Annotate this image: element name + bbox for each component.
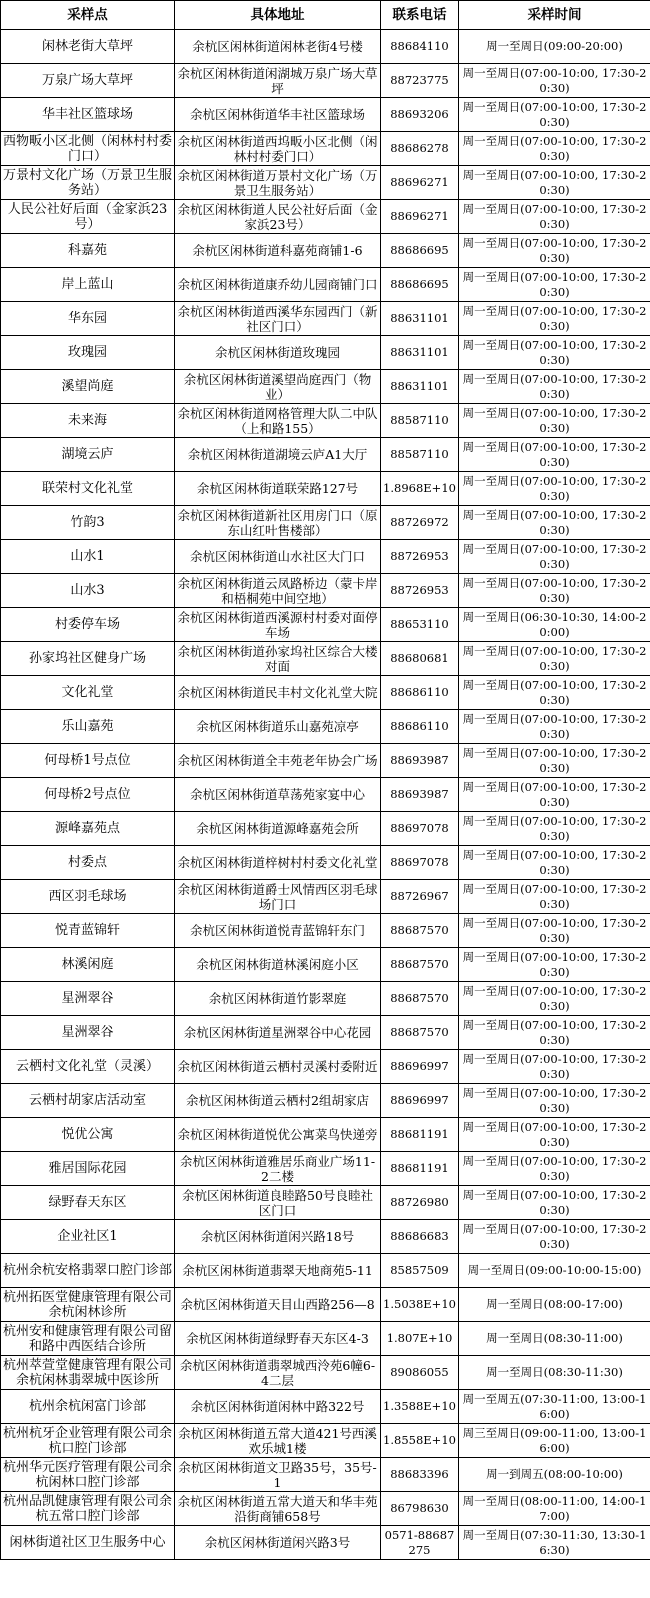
address-cell: 余杭区闲林街道西坞畈小区北侧（闲林村村委门口） [175,132,381,166]
table-row [1,1288,650,1322]
site-name-cell: 杭州萃萱堂健康管理有限公司余杭闲林翡翠城中医诊所 [1,1356,175,1390]
phone-cell: 88687570 [381,914,459,948]
phone-cell: 88693206 [381,98,459,132]
phone-cell: 88687570 [381,948,459,982]
site-name-cell: 村委停车场 [1,608,175,642]
table-row [1,1322,650,1356]
table-row [1,1084,650,1118]
header-row [1,1,650,30]
table-row [1,846,650,880]
sampling-time-cell: 周一至周日(07:00-10:00, 17:30-20:30) [459,1084,650,1118]
address-cell: 余杭区闲林街道闲兴路18号 [175,1220,381,1254]
phone-cell: 1.8558E+10 [381,1424,459,1458]
table-row [1,234,650,268]
table-row [1,438,650,472]
site-name-cell: 联荣村文化礼堂 [1,472,175,506]
site-name-cell: 何母桥2号点位 [1,778,175,812]
sampling-time-cell: 周一至周日(07:00-10:00, 17:30-20:30) [459,914,650,948]
sampling-time-cell: 周一至周日(08:30-11:00) [459,1322,650,1356]
phone-cell: 88693987 [381,744,459,778]
phone-cell: 88686695 [381,268,459,302]
phone-cell: 88726953 [381,574,459,608]
site-name-cell: 西区羽毛球场 [1,880,175,914]
phone-cell: 88631101 [381,336,459,370]
site-name-cell: 西物畈小区北侧（闲林村村委门口） [1,132,175,166]
site-name-cell: 华东园 [1,302,175,336]
table-row [1,472,650,506]
sampling-time-cell: 周一至周日(08:00-17:00) [459,1288,650,1322]
sampling-time-cell: 周一至周日(07:00-10:00, 17:30-20:30) [459,1050,650,1084]
sampling-time-cell: 周一至周日(07:00-10:00, 17:30-20:30) [459,302,650,336]
phone-cell: 88726972 [381,506,459,540]
phone-cell: 1.8968E+10 [381,472,459,506]
table-row [1,1118,650,1152]
sampling-time-cell: 周一至周日(07:00-10:00, 17:30-20:30) [459,540,650,574]
table-row [1,506,650,540]
site-name-cell: 湖境云庐 [1,438,175,472]
sampling-time-cell: 周一至周日(07:00-10:00, 17:30-20:30) [459,1152,650,1186]
address-cell: 余杭区闲林街道爵士风情西区羽毛球场门口 [175,880,381,914]
phone-cell: 88726953 [381,540,459,574]
sampling-time-cell: 周一至周日(07:00-10:00, 17:30-20:30) [459,1220,650,1254]
sampling-time-cell: 周一至周日(07:00-10:00, 17:30-20:30) [459,710,650,744]
address-cell: 余杭区闲林街道闲林中路322号 [175,1390,381,1424]
sampling-time-cell: 周一至周日(07:00-10:00, 17:30-20:30) [459,200,650,234]
phone-cell: 88653110 [381,608,459,642]
phone-cell: 88686278 [381,132,459,166]
sampling-time-cell: 周一至周日(07:00-10:00, 17:30-20:30) [459,472,650,506]
sampling-time-cell: 周一至周日(07:00-10:00, 17:30-20:30) [459,336,650,370]
sampling-time-cell: 周一至周日(07:00-10:00, 17:30-20:30) [459,948,650,982]
table-row [1,268,650,302]
phone-cell: 88723775 [381,64,459,98]
site-name-cell: 闲林街道社区卫生服务中心 [1,1526,175,1560]
table-row [1,1390,650,1424]
address-cell: 余杭区闲林街道天目山西路256—8 [175,1288,381,1322]
phone-cell: 88696997 [381,1084,459,1118]
phone-cell: 88696271 [381,200,459,234]
address-cell: 余杭区闲林街道雅居乐商业广场11-2二楼 [175,1152,381,1186]
table-row [1,914,650,948]
site-name-cell: 企业社区1 [1,1220,175,1254]
site-name-cell: 玫瑰园 [1,336,175,370]
header-phone: 联系电话 [381,1,459,30]
site-name-cell: 人民公社好后面（金家浜23号） [1,200,175,234]
address-cell: 余杭区闲林街道华丰社区篮球场 [175,98,381,132]
sampling-time-cell: 周三至周日(09:00-11:00, 13:00-16:00) [459,1424,650,1458]
phone-cell: 88697078 [381,846,459,880]
site-name-cell: 竹韵3 [1,506,175,540]
address-cell: 余杭区闲林街道五常大道421号西溪欢乐城1楼 [175,1424,381,1458]
sampling-time-cell: 周一至周日(07:00-10:00, 17:30-20:30) [459,642,650,676]
address-cell: 余杭区闲林街道云栖村灵溪村委附近 [175,1050,381,1084]
address-cell: 余杭区闲林街道悦优公寓菜鸟快递旁 [175,1118,381,1152]
address-cell: 余杭区闲林街道云栖村2组胡家店 [175,1084,381,1118]
table-row [1,1492,650,1526]
phone-cell: 86798630 [381,1492,459,1526]
table-header [1,1,650,30]
header-site: 采样点 [1,1,175,30]
sampling-time-cell: 周一到周五(08:00-10:00) [459,1458,650,1492]
site-name-cell: 绿野春天东区 [1,1186,175,1220]
table-row [1,608,650,642]
table-row [1,166,650,200]
table-row [1,1152,650,1186]
table-row [1,1220,650,1254]
table-row [1,1186,650,1220]
phone-cell: 88680681 [381,642,459,676]
address-cell: 余杭区闲林街道文卫路35号，35号-1 [175,1458,381,1492]
table-row [1,1016,650,1050]
address-cell: 余杭区闲林街道乐山嘉苑凉亭 [175,710,381,744]
sampling-time-cell: 周一至周日(07:00-10:00, 17:30-20:30) [459,438,650,472]
table-row [1,98,650,132]
phone-cell: 88686683 [381,1220,459,1254]
table-row [1,540,650,574]
phone-cell: 88693987 [381,778,459,812]
phone-cell: 1.807E+10 [381,1322,459,1356]
sampling-time-cell: 周一至周日(07:00-10:00, 17:30-20:30) [459,744,650,778]
address-cell: 余杭区闲林街道梓树村村委文化礼堂 [175,846,381,880]
table-row [1,1356,650,1390]
sampling-time-cell: 周一至周日(07:00-10:00, 17:30-20:30) [459,1186,650,1220]
site-name-cell: 杭州杭牙企业管理有限公司余杭口腔门诊部 [1,1424,175,1458]
sampling-time-cell: 周一至周日(09:00-10:00-15:00) [459,1254,650,1288]
table-row [1,64,650,98]
site-name-cell: 村委点 [1,846,175,880]
site-name-cell: 万泉广场大草坪 [1,64,175,98]
site-name-cell: 云栖村胡家店活动室 [1,1084,175,1118]
table-row [1,404,650,438]
site-name-cell: 闲林老街大草坪 [1,30,175,64]
site-name-cell: 华丰社区篮球场 [1,98,175,132]
site-name-cell: 杭州安和健康管理有限公司留和路中西医结合诊所 [1,1322,175,1356]
site-name-cell: 杭州品凯健康管理有限公司余杭五常口腔门诊部 [1,1492,175,1526]
site-name-cell: 杭州余杭闲富门诊部 [1,1390,175,1424]
site-name-cell: 林溪闲庭 [1,948,175,982]
site-name-cell: 万景村文化广场（万景卫生服务站） [1,166,175,200]
phone-cell: 88696997 [381,1050,459,1084]
phone-cell: 88697078 [381,812,459,846]
site-name-cell: 科嘉苑 [1,234,175,268]
table-row [1,710,650,744]
sampling-time-cell: 周一至周日(07:00-10:00, 17:30-20:30) [459,98,650,132]
site-name-cell: 文化礼堂 [1,676,175,710]
address-cell: 余杭区闲林街道星洲翠谷中心花园 [175,1016,381,1050]
sampling-time-cell: 周一至周日(07:00-10:00, 17:30-20:30) [459,268,650,302]
site-name-cell: 溪望尚庭 [1,370,175,404]
phone-cell: 88686110 [381,676,459,710]
phone-cell: 88686110 [381,710,459,744]
site-name-cell: 山水1 [1,540,175,574]
site-name-cell: 岸上蓝山 [1,268,175,302]
site-name-cell: 杭州余杭安格翡翠口腔门诊部 [1,1254,175,1288]
table-row [1,302,650,336]
address-cell: 余杭区闲林街道人民公社好后面（金家浜23号） [175,200,381,234]
table-row [1,744,650,778]
address-cell: 余杭区闲林街道新社区用房门口（原东山红叶售楼部） [175,506,381,540]
address-cell: 余杭区闲林街道全丰苑老年协会广场 [175,744,381,778]
sampling-time-cell: 周一至周日(07:30-11:30, 13:30-16:30) [459,1526,650,1560]
address-cell: 余杭区闲林街道民丰村文化礼堂大院 [175,676,381,710]
phone-cell: 88631101 [381,370,459,404]
site-name-cell: 星洲翠谷 [1,1016,175,1050]
address-cell: 余杭区闲林街道翡翠天地商苑5-11 [175,1254,381,1288]
address-cell: 余杭区闲林街道万景村文化广场（万景卫生服务站） [175,166,381,200]
address-cell: 余杭区闲林街道联荣路127号 [175,472,381,506]
phone-cell: 88681191 [381,1118,459,1152]
table-row [1,1050,650,1084]
site-name-cell: 悦优公寓 [1,1118,175,1152]
address-cell: 余杭区闲林街道溪望尚庭西门（物业） [175,370,381,404]
phone-cell: 88631101 [381,302,459,336]
phone-cell: 1.3588E+10 [381,1390,459,1424]
table-row [1,778,650,812]
site-name-cell: 杭州华元医疗管理有限公司余杭闲林口腔门诊部 [1,1458,175,1492]
sampling-time-cell: 周一至周日(07:00-10:00, 17:30-20:30) [459,132,650,166]
address-cell: 余杭区闲林街道闲林老街4号楼 [175,30,381,64]
sampling-time-cell: 周一至周五(07:30-11:00, 13:00-16:00) [459,1390,650,1424]
phone-cell: 88687570 [381,982,459,1016]
header-time: 采样时间 [459,1,650,30]
table-row [1,1424,650,1458]
sampling-time-cell: 周一至周日(09:00-20:00) [459,30,650,64]
sampling-time-cell: 周一至周日(08:30-11:30) [459,1356,650,1390]
table-row [1,200,650,234]
address-cell: 余杭区闲林街道源峰嘉苑会所 [175,812,381,846]
phone-cell: 88587110 [381,404,459,438]
table-row [1,982,650,1016]
table-row [1,1526,650,1560]
sampling-time-cell: 周一至周日(07:00-10:00, 17:30-20:30) [459,880,650,914]
phone-cell: 88681191 [381,1152,459,1186]
address-cell: 余杭区闲林街道五常大道天和华丰苑沿街商铺658号 [175,1492,381,1526]
address-cell: 余杭区闲林街道竹影翠庭 [175,982,381,1016]
site-name-cell: 何母桥1号点位 [1,744,175,778]
table-body [1,30,650,1560]
phone-cell: 1.5038E+10 [381,1288,459,1322]
table-row [1,1458,650,1492]
phone-cell: 88683396 [381,1458,459,1492]
sampling-time-cell: 周一至周日(07:00-10:00, 17:30-20:30) [459,404,650,438]
sampling-time-cell: 周一至周日(07:00-10:00, 17:30-20:30) [459,1016,650,1050]
address-cell: 余杭区闲林街道绿野春天东区4-3 [175,1322,381,1356]
address-cell: 余杭区闲林街道网格管理大队二中队（上和路155） [175,404,381,438]
table-row [1,880,650,914]
address-cell: 余杭区闲林街道闲湖城万泉广场大草坪 [175,64,381,98]
table-row [1,812,650,846]
sampling-time-cell: 周一至周日(07:00-10:00, 17:30-20:30) [459,812,650,846]
site-name-cell: 雅居国际花园 [1,1152,175,1186]
sampling-time-cell: 周一至周日(06:30-10:30, 14:00-20:00) [459,608,650,642]
phone-cell: 89086055 [381,1356,459,1390]
address-cell: 余杭区闲林街道草荡苑家宴中心 [175,778,381,812]
sampling-time-cell: 周一至周日(07:00-10:00, 17:30-20:30) [459,982,650,1016]
site-name-cell: 杭州拓医堂健康管理有限公司余杭闲林诊所 [1,1288,175,1322]
sampling-time-cell: 周一至周日(07:00-10:00, 17:30-20:30) [459,676,650,710]
site-name-cell: 星洲翠谷 [1,982,175,1016]
address-cell: 余杭区闲林街道玫瑰园 [175,336,381,370]
phone-cell: 88687570 [381,1016,459,1050]
address-cell: 余杭区闲林街道科嘉苑商铺1-6 [175,234,381,268]
sampling-time-cell: 周一至周日(07:00-10:00, 17:30-20:30) [459,370,650,404]
address-cell: 余杭区闲林街道良睦路50号良睦社区门口 [175,1186,381,1220]
phone-cell: 88696271 [381,166,459,200]
address-cell: 余杭区闲林街道山水社区大门口 [175,540,381,574]
sampling-time-cell: 周一至周日(07:00-10:00, 17:30-20:30) [459,64,650,98]
phone-cell: 0571-88687275 [381,1526,459,1560]
address-cell: 余杭区闲林街道悦青蓝锦轩东门 [175,914,381,948]
table-row [1,676,650,710]
address-cell: 余杭区闲林街道西溪华东园西门（新社区门口） [175,302,381,336]
address-cell: 余杭区闲林街道翡翠城西泠苑6幢6-4二层 [175,1356,381,1390]
address-cell: 余杭区闲林街道闲兴路3号 [175,1526,381,1560]
table-row [1,1254,650,1288]
site-name-cell: 未来海 [1,404,175,438]
address-cell: 余杭区闲林街道林溪闲庭小区 [175,948,381,982]
sampling-time-cell: 周一至周日(08:00-11:00, 14:00-17:00) [459,1492,650,1526]
table-row [1,336,650,370]
site-name-cell: 悦青蓝锦轩 [1,914,175,948]
address-cell: 余杭区闲林街道云凤路桥边（蒙卡岸和梧桐苑中间空地） [175,574,381,608]
sampling-time-cell: 周一至周日(07:00-10:00, 17:30-20:30) [459,234,650,268]
table-row [1,30,650,64]
sampling-time-cell: 周一至周日(07:00-10:00, 17:30-20:30) [459,1118,650,1152]
address-cell: 余杭区闲林街道湖境云庐A1大厅 [175,438,381,472]
phone-cell: 88686695 [381,234,459,268]
site-name-cell: 孙家坞社区健身广场 [1,642,175,676]
header-address: 具体地址 [175,1,381,30]
table-row [1,642,650,676]
phone-cell: 85857509 [381,1254,459,1288]
site-name-cell: 源峰嘉苑点 [1,812,175,846]
site-name-cell: 山水3 [1,574,175,608]
sampling-time-cell: 周一至周日(07:00-10:00, 17:30-20:30) [459,506,650,540]
table-row [1,132,650,166]
phone-cell: 88684110 [381,30,459,64]
sampling-time-cell: 周一至周日(07:00-10:00, 17:30-20:30) [459,846,650,880]
table-row [1,574,650,608]
phone-cell: 88726980 [381,1186,459,1220]
phone-cell: 88587110 [381,438,459,472]
site-name-cell: 乐山嘉苑 [1,710,175,744]
address-cell: 余杭区闲林街道孙家坞社区综合大楼对面 [175,642,381,676]
phone-cell: 88726967 [381,880,459,914]
sampling-time-cell: 周一至周日(07:00-10:00, 17:30-20:30) [459,166,650,200]
address-cell: 余杭区闲林街道西溪源村村委对面停车场 [175,608,381,642]
sampling-time-cell: 周一至周日(07:00-10:00, 17:30-20:30) [459,778,650,812]
address-cell: 余杭区闲林街道康乔幼儿园商铺门口 [175,268,381,302]
site-name-cell: 云栖村文化礼堂（灵溪） [1,1050,175,1084]
table-row [1,948,650,982]
sampling-time-cell: 周一至周日(07:00-10:00, 17:30-20:30) [459,574,650,608]
table-row [1,370,650,404]
